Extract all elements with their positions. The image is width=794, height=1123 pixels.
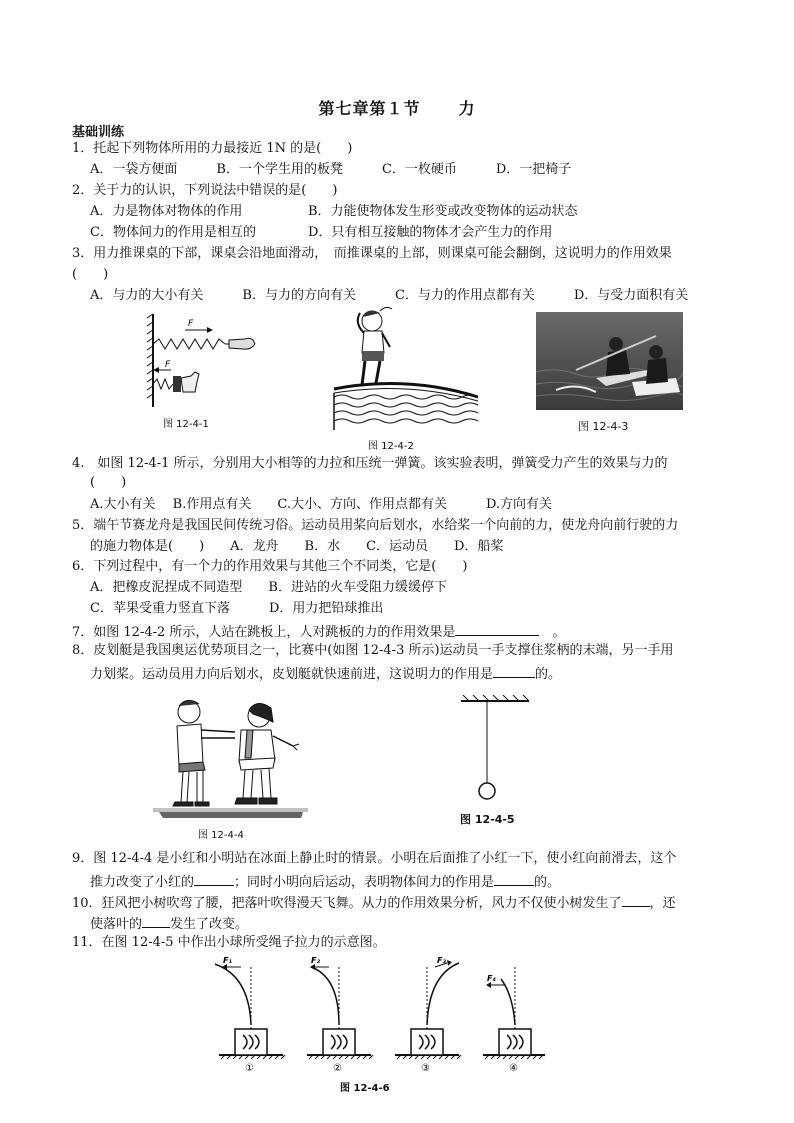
- q2-option-d: D．只有相互接触的物体才会产生力的作用: [308, 225, 553, 240]
- panel-number: ④: [509, 1063, 518, 1074]
- q7-suffix: 。: [552, 625, 566, 640]
- q9-text-2: ；同时小明向后运动，表明物体间力的作用是: [234, 875, 495, 890]
- q5-stem-line2: 的施力物体是( ) A．龙舟 B．水 C．运动员 D．船桨: [90, 539, 504, 554]
- launcher-box: [235, 1029, 267, 1055]
- force-label: F₄: [487, 974, 496, 983]
- figure-caption-12-4-4: 图 12-4-4: [198, 830, 244, 841]
- q7-text: 7．如图 12-4-2 所示，人站在跳板上，人对跳板的力的作用效果是: [72, 625, 456, 640]
- q10-text-2: ，还: [649, 896, 676, 911]
- q8-answer-blank[interactable]: [493, 663, 535, 678]
- figure-caption-12-4-5: 图 12-4-5: [460, 813, 515, 826]
- force-label: F₁: [223, 956, 232, 965]
- q6-options-cd: C．苹果受重力竖直下落 D．用力把铅球推出: [90, 601, 384, 616]
- chapter-title: 第七章第１节: [318, 99, 421, 118]
- q2-option-b: B．力能使物体发生形变或改变物体的运动状态: [308, 204, 578, 219]
- panel-number: ①: [245, 1063, 254, 1074]
- trajectory-curve: [427, 963, 459, 1025]
- q5-stem-line1: 5．端午节赛龙舟是我国民间传统习俗。运动员用桨向后划水，水给桨一个向前的力，使龙舟向前行驶的力: [72, 518, 679, 533]
- q9-stem-line2: [90, 871, 560, 892]
- force-label: F₂: [311, 956, 320, 965]
- q9-text-3: 的。: [534, 875, 561, 890]
- panel-number: ③: [421, 1063, 430, 1074]
- q6-options-ab: A．把橡皮泥捏成不同造型 B．进站的火车受阻力缓缓停下: [90, 580, 447, 595]
- q9-answer-blank-1[interactable]: [194, 871, 234, 886]
- q10-text-4: 发生了改变。: [170, 917, 249, 932]
- force-label: F: [165, 360, 171, 370]
- q7-stem: [72, 621, 565, 642]
- q11-stem: 11．在图 12-4-5 中作出小球所受绳子拉力的示意图。: [72, 935, 386, 950]
- figure-diving-board: [332, 305, 480, 433]
- figure-caption-12-4-3: 图 12-4-3: [578, 420, 629, 433]
- q9-text-1: 推力改变了小红的: [90, 875, 195, 890]
- q8-text: 力划桨。运动员用力向后划水，皮划艇就快速前进，这说明力的作用是: [90, 667, 494, 682]
- trajectory-curve: [501, 979, 515, 1025]
- figure-kayak-photo: [536, 312, 683, 410]
- trajectory-curve: [311, 967, 339, 1025]
- q8-stem-line2: [90, 663, 561, 684]
- q4-stem-line1: 4. 如图 12-4-1 所示，分别用大小相等的力拉和压统一弹簧。该实验表明，弹簧受力产生的效果与力的: [72, 456, 668, 471]
- q8-stem-line1: 8．皮划艇是我国奥运优势项目之一，比赛中(如图 12-4-3 所示)运动员一手支撑住浆柄的末端，另一手用: [72, 643, 674, 658]
- q8-suffix: 的。: [535, 667, 562, 682]
- q10-text-3: 使落叶的: [90, 917, 143, 932]
- q2-stem: 2．关于力的认识，下列说法中错误的是( ): [72, 183, 338, 198]
- launcher-box: [411, 1029, 443, 1055]
- page-title: [0, 96, 794, 119]
- q10-answer-blank-1[interactable]: [622, 892, 650, 907]
- force-label: F: [188, 319, 194, 329]
- trajectory-panel: [483, 967, 545, 1074]
- q10-answer-blank-2[interactable]: [142, 913, 170, 928]
- q4-options: A.大小有关 B.作用点有关 C.大小、方向、作用点都有关 D.方向有关: [90, 497, 553, 512]
- q3-stem-line2: ( ): [72, 267, 109, 282]
- figure-caption-12-4-6: 图 12-4-6: [340, 1083, 390, 1094]
- trajectory-panel: [395, 956, 461, 1074]
- figure-caption-12-4-2: 图 12-4-2: [368, 441, 414, 452]
- q1-options: A．一袋方便面 B．一个学生用的板凳 C．一枚硬币 D．一把椅子: [90, 162, 572, 177]
- figure-spring-diagram: [145, 312, 285, 412]
- q9-stem-line1: 9．图 12-4-4 是小红和小明站在冰面上静止时的情景。小明在后面推了小红一下，使小红向前滑去，这个: [72, 851, 677, 866]
- q10-text-1: 10．狂风把小树吹弯了腰，把落叶吹得漫天飞舞。从力的作用效果分析，风力不仅使小树发生了: [72, 896, 622, 911]
- q7-answer-blank[interactable]: [455, 621, 539, 636]
- launcher-box: [323, 1029, 355, 1055]
- q10-stem-line1: [72, 892, 676, 913]
- figure-ball-trajectories: [215, 955, 545, 1075]
- figure-caption-12-4-1: 图 12-4-1: [163, 419, 209, 430]
- section-heading: 基础训练: [72, 125, 125, 140]
- trajectory-curve: [215, 963, 251, 1025]
- figure-pendulum: [455, 695, 535, 805]
- q2-option-a: A．力是物体对物体的作用: [90, 204, 243, 219]
- trajectory-panel: [307, 956, 373, 1074]
- q3-options: A．与力的大小有关 B．与力的方向有关 C．与力的作用点都有关 D．与受力面积有关: [90, 288, 689, 303]
- q3-stem-line1: 3．用力推课桌的下部，课桌会沿地面滑动， 而推课桌的上部，则课桌可能会翻倒，这说明力的作用效果: [72, 246, 672, 261]
- trajectory-panel: [215, 956, 285, 1074]
- q6-stem: 6．下列过程中，有一个力的作用效果与其他三个不同类，它是( ): [72, 559, 468, 574]
- panel-number: ②: [333, 1063, 342, 1074]
- force-arrowhead: [447, 960, 452, 966]
- q10-stem-line2: [90, 913, 248, 934]
- q9-answer-blank-2[interactable]: [494, 871, 534, 886]
- figure-ice-skaters: [153, 692, 308, 822]
- force-label: F₃: [437, 956, 446, 965]
- launcher-box: [499, 1029, 531, 1055]
- q1-stem: 1．托起下列物体所用的力最接近 1N 的是( ): [72, 141, 353, 156]
- q4-stem-line2: ( ): [90, 475, 127, 490]
- topic-title: 力: [458, 99, 476, 118]
- q2-option-c: C．物体间力的作用是相互的: [90, 225, 256, 240]
